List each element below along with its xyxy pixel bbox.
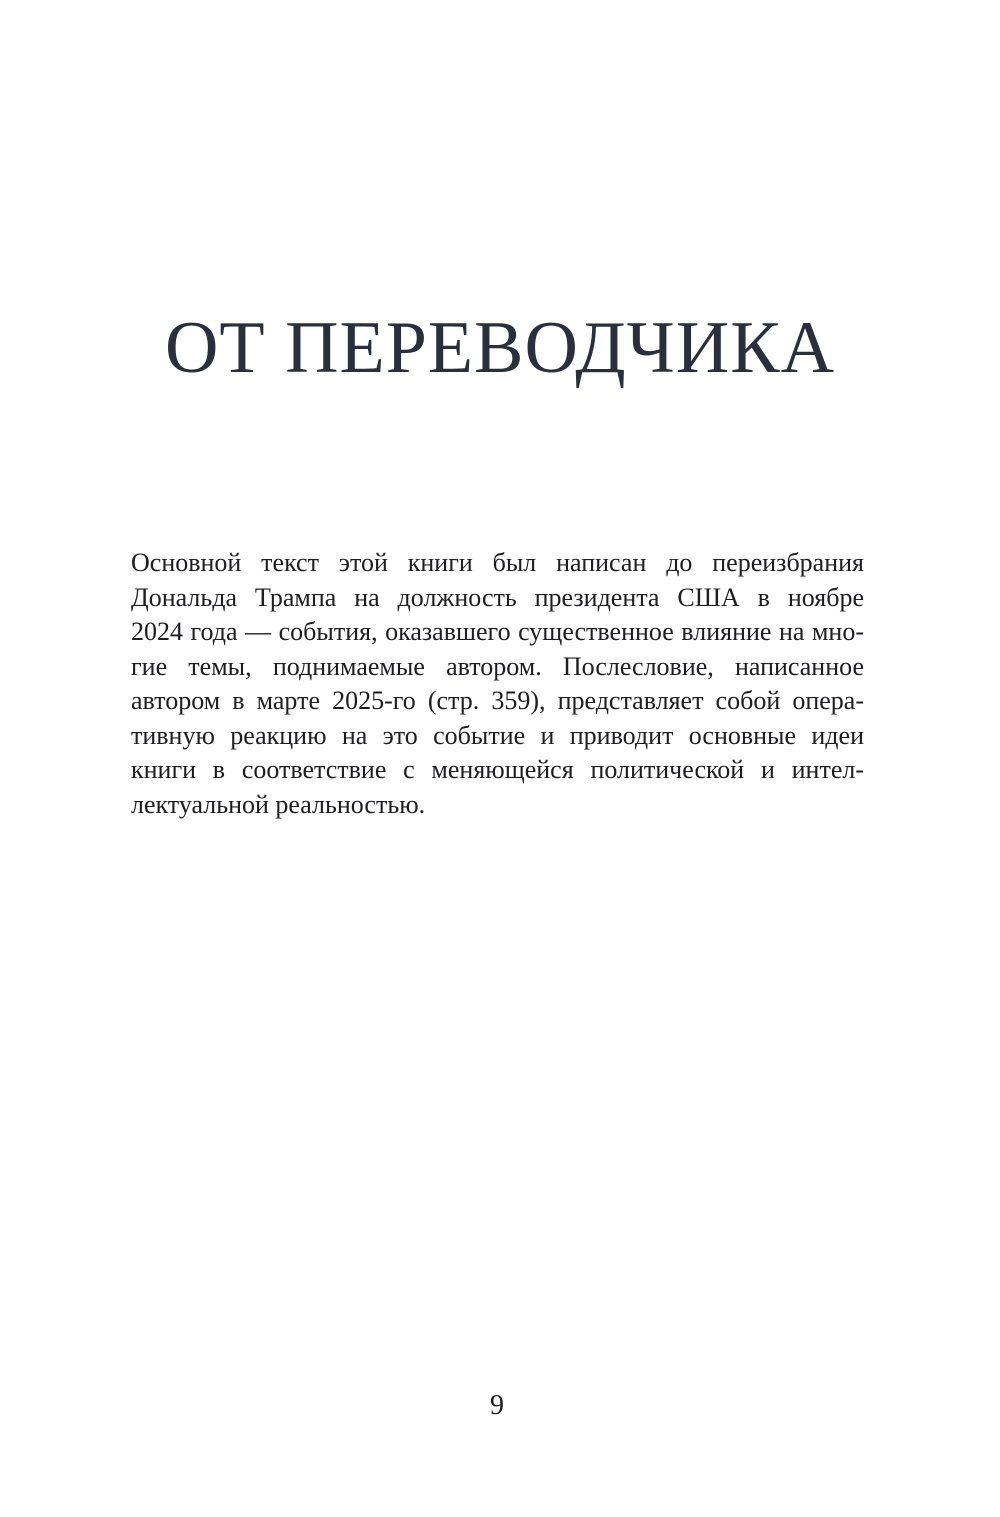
- page-number: 9: [490, 1390, 504, 1421]
- paragraph-line: Дональда Трампа на должность президента США в ноябре: [131, 582, 864, 612]
- paragraph-line: Основной текст этой книги был написан до переизбрания: [131, 548, 864, 577]
- paragraph-line: книги в соответствие с меняющейся политической и интел-: [131, 755, 864, 784]
- chapter-title: ОТ ПЕРЕВОДЧИКА: [164, 307, 836, 389]
- paragraph-line: гие темы, поднимаемые автором. Послесловие, написанное: [131, 651, 864, 681]
- paragraph-line: автором в марте 2025-го (стр. 359), представляет собой опера-: [131, 686, 864, 715]
- paragraph-line: 2024 года — события, оказавшего существенное влияние на мно-: [131, 617, 864, 646]
- paragraph: [131, 546, 864, 822]
- paragraph-line: тивную реакцию на это событие и приводит основные идеи: [131, 720, 864, 750]
- paragraph-line: лектуальной реальностью.: [131, 789, 426, 819]
